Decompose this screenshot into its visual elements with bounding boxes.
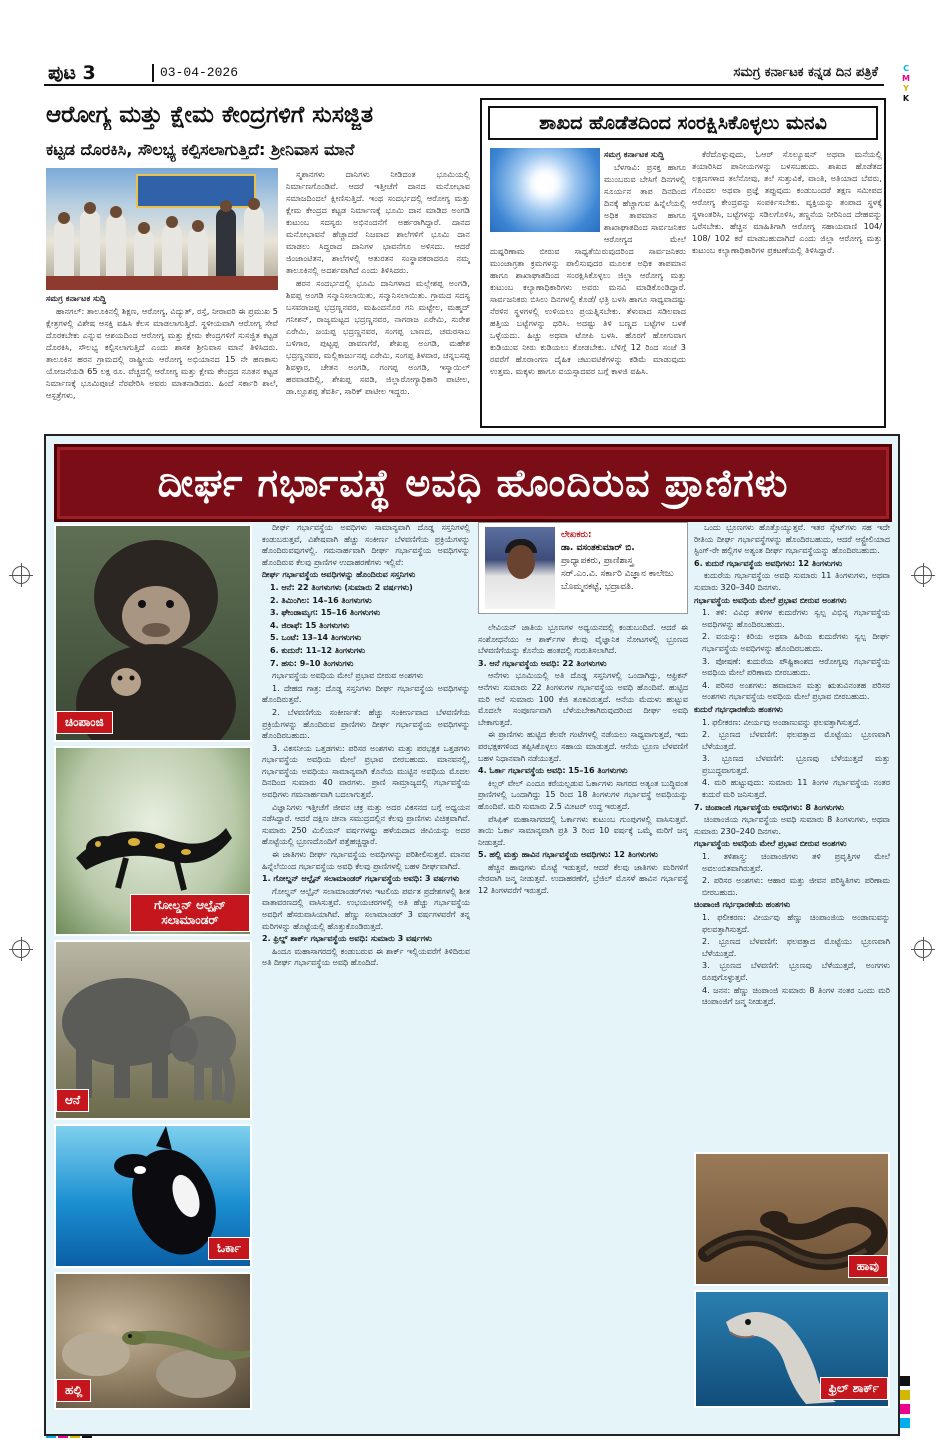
story2-dateline: ಸಮಗ್ರ ಕರ್ನಾಟಕ ಸುದ್ದಿ — [604, 149, 664, 159]
factor-2: 2. ಬೆಳವಣಿಗೆಯ ಸಂಕೀರ್ಣತೆ: ಹೆಚ್ಚು ಸಂಕೀರ್ಣವಾದ ಬೆಳವಣಿಗೆಯ ಪ್ರಕ್ರಿಯೆಗಳನ್ನು ಹೊಂದಿರುವ ಪ್ರಾಣಿಗಳು ದೀರ್ಘ ಗರ್ಭಾವಸ್ಥೆಯ ಅವಧಿಗಳನ್ನು ಹೊಂದಿರಬಹುದು. — [262, 707, 470, 741]
elephant-photo — [54, 940, 252, 1120]
section-elephant: 3. ಆನೆ ಗರ್ಭಾವಸ್ಥೆಯ ಅವಧಿ: 22 ತಿಂಗಳುಗಳು — [478, 658, 607, 668]
page-number: ಪುಟ 3 — [48, 62, 96, 84]
section-chimpanzee-text: ಚಿಂಪಾಂಜಿಯ ಗರ್ಭಾವಸ್ಥೆಯ ಅವಧಿ ಸುಮಾರು 8 ತಿಂಗಳುಗಳು, ಅಥವಾ ಸುಮಾರು 230–240 ದಿನಗಳು. — [694, 815, 890, 836]
snake-photo — [694, 1152, 890, 1286]
author-box — [478, 522, 688, 614]
cmyk-y: Y — [903, 84, 909, 93]
factor-3: 3. ವಿಕಸನೀಯ ಒತ್ತಡಗಳು: ಪರಿಸರ ಅಂಶಗಳು ಮತ್ತು ಪರಭಕ್ಷಕ ಒತ್ತಡಗಳು ಗರ್ಭಾವಸ್ಥೆಯ ಅವಧಿಯ ಮೇಲೆ ಪ್ರಭಾವ ಬೀರಬಹುದು. ಮಾನವನಲ್ಲಿ, ಗರ್ಭಾವಸ್ಥೆಯ ಅವಧಿಯು ಸಾಮಾನ್ಯವಾಗಿ ಕೊನೆಯ ಮುಟ್ಟಿನ ಅವಧಿಯ ಮೊದಲ ದಿನದಿಂದ ಸುಮಾರು 40 ವಾರಗಳು. ಪ್ರಾಣಿ ಸಾಮ್ರಾಜ್ಯದಲ್ಲಿ ಗರ್ಭಾವಸ್ಥೆಯ ಅವಧಿಗಳು ಗಮನಾರ್ಹವಾಗಿ ಬದಲಾಗುತ್ತವೆ. — [262, 743, 470, 800]
story1-column-2 — [286, 168, 470, 428]
author-name: ಡಾ. ವಸಂತಕುಮಾರ್ ಬಿ. — [561, 543, 635, 553]
chimpanzee-photo — [54, 524, 252, 742]
col2-paragraph-1: ಲೇವಿಯನ್ ಜಾತಿಯ ಭ್ರೂಣಗಳ ಅಧ್ಯಯನದಲ್ಲಿ ಕಂಡುಬಂದಿದೆ. ಆದರೆ ಈ ಸಂಶೋಧನೆಯು ಆ ಶಾರ್ಕ್‌ಗಳ ಕೆಲವು ವೈಜ್ಞಾನಿಕ ನೋಟಗಳಲ್ಲಿ ಭ್ರೂಣದ ಬೆಳವಣಿಗೆಯನ್ನು ಕೊನೆಯ ಹಂತದಲ್ಲಿ ಗುರುತಿಸಲಾಗಿದೆ. — [478, 623, 688, 656]
section-chimpanzee: 7. ಚಿಂಪಾಂಜಿ ಗರ್ಭಾವಸ್ಥೆಯ ಅವಧಿಗಳು: 8 ತಿಂಗಳುಗಳು — [694, 802, 844, 812]
cmyk-k: K — [902, 94, 910, 103]
mammal-item-3: 3. ಘೇಂಡಾಮೃಗ: 15–16 ತಿಂಗಳುಗಳು — [270, 608, 381, 618]
section-frilled-shark-text: ಹಿಂದೂ ಮಹಾಸಾಗರದಲ್ಲಿ ಕಂಡುಬರುವ ಈ ಶಾರ್ಕ್ ಇಲ್ಲಿಯವರೆಗೆ ತಿಳಿದಿರುವ ಅತಿ ದೀರ್ಘ ಗರ್ಭಾವಸ್ಥೆಯ ಅವಧಿ ಹೊಂದಿದೆ. — [262, 946, 470, 968]
newspaper-name: ಸಮಗ್ರ ಕರ್ನಾಟಕ ಕನ್ನಡ ದಿನ ಪತ್ರಿಕೆ — [733, 65, 878, 80]
feature-column-1 — [262, 522, 470, 1428]
lizard-photo — [54, 1272, 252, 1410]
story1-column-1 — [46, 292, 278, 428]
elephant-caption: ಆನೆ — [56, 1089, 89, 1112]
chimpanzee-illustration — [56, 526, 252, 742]
author-label: ಲೇಖಕರು: — [561, 530, 592, 540]
horse-stage-2: 2. ಭ್ರೂಣದ ಬೆಳವಣಿಗೆ: ಫಲವತ್ತಾದ ಮೊಟ್ಟೆಯು ಭ್ರೂಣವಾಗಿ ಬೆಳೆಯುತ್ತದೆ. — [702, 730, 890, 751]
horse-factor-3: 3. ಪೋಷಣೆ: ಕುದುರೆಯ ಪೌಷ್ಟಿಕಾಂಶದ ಆರೋಗ್ಯವು ಗರ್ಭಾವಸ್ಥೆಯ ಅವಧಿಯ ಮೇಲೆ ಪರಿಣಾಮ ಬೀರಬಹುದು. — [702, 656, 890, 678]
feature-column-3 — [694, 522, 890, 1146]
author-college: ಸರ್.ಎಂ.ವಿ. ಸರ್ಕಾರಿ ವಿಜ್ಞಾನ ಕಾಲೇಜು — [561, 569, 674, 579]
cmyk-c: C — [903, 64, 909, 73]
section-salamander: 1. ಗೋಲ್ಡನ್ ಆಲ್ಪೈನ್ ಸಲಾಮಾಂಡರ್ ಗರ್ಭಾವಸ್ಥೆಯ ಅವಧಿ: 3 ವರ್ಷಗಳು — [262, 874, 460, 884]
horse-factors-heading: ಗರ್ಭಾವಸ್ಥೆಯ ಅವಧಿಯ ಮೇಲೆ ಪ್ರಭಾವ ಬೀರುವ ಅಂಶಗಳು — [694, 595, 847, 605]
chimp-stage-3: 3. ಭ್ರೂಣದ ಬೆಳವಣಿಗೆ: ಭ್ರೂಣವು ಬೆಳೆಯುತ್ತದೆ, ಅಂಗಗಳು ರೂಪುಗೊಳ್ಳುತ್ತವೆ. — [702, 961, 890, 982]
mammals-list-title: ದೀರ್ಘ ಗರ್ಭಾವಸ್ಥೆಯ ಅವಧಿಗಳನ್ನು ಹೊಂದಿರುವ ಸಸ್ತನಿಗಳು — [262, 570, 416, 580]
registration-mark-left — [12, 566, 30, 584]
story2-headline: ಶಾಖದ ಹೊಡೆತದಿಂದ ಸಂರಕ್ಷಿಸಿಕೊಳ್ಳಲು ಮನವಿ — [488, 106, 878, 140]
col2-paragraph-4: ಈ ಪ್ರಾಣಿಗಳು ಹುಟ್ಟಿದ ಕೆಲವೇ ಗಂಟೆಗಳಲ್ಲಿ ನಡೆಯಲು ಸಾಧ್ಯವಾಗುತ್ತದೆ, ಇದು ಪರಭಕ್ಷಕಗಳಿಂದ ತಪ್ಪಿಸಿಕೊಳ್ಳಲು ಸಹಾಯ ಮಾಡುತ್ತದೆ. ಆನೆಯ ಭ್ರೂಣ ಬೆಳವಣಿಗೆ ಬಹಳ ನಿಧಾನವಾಗಿ ನಡೆಯುತ್ತದೆ. — [478, 730, 688, 763]
section-frilled-shark: 2. ಫ್ರಿಲ್ಡ್ ಶಾರ್ಕ್ ಗರ್ಭಾವಸ್ಥೆಯ ಅವಧಿ: ಸುಮಾರು 3 ವರ್ಷಗಳು — [262, 934, 432, 944]
horse-factor-4: 4. ಪರಿಸರ ಅಂಶಗಳು: ಹವಾಮಾನ ಮತ್ತು ಋತುವಿನಂತಹ ಪರಿಸರ ಅಂಶಗಳು ಗರ್ಭಾವಸ್ಥೆಯ ಅವಧಿಯ ಮೇಲೆ ಪ್ರಭಾವ ಬೀರಬಹುದು. — [702, 680, 890, 702]
col3-paragraph-1: ಒಂದು ಭ್ರೂಣಗಳು ಹೊತ್ತೊಯ್ಯುತ್ತವೆ. ಇತರ ಸ್ಕೇಟ್‌ಗಳು ಸಹ ಇದೇ ರೀತಿಯ ದೀರ್ಘ ಗರ್ಭಾವಸ್ಥೆಗಳನ್ನು ಹೊಂದಿರಬಹುದು, ಆದರೆ ಆಸ್ಟ್ರೇಲಿಯಾದ ಸ್ಟಿಂಗ್-ರೇ ಹಲ್ಲಿಗಳ ಅತ್ಯಂತ ದೀರ್ಘ ಗರ್ಭಾವಸ್ಥೆಯನ್ನು ಹೊಂದಿರಬಹುದು. — [694, 523, 890, 556]
section-horse-text: ಕುದುರೆಯ ಗರ್ಭಾವಸ್ಥೆಯ ಅವಧಿ ಸುಮಾರು 11 ತಿಂಗಳುಗಳು, ಅಥವಾ ಸುಮಾರು 320–340 ದಿನಗಳು. — [694, 571, 890, 592]
cmyk-marks-top — [902, 64, 910, 104]
registration-mark-right — [914, 566, 932, 584]
chimpanzee-caption: ಚಿಂಪಾಂಜಿ — [56, 711, 113, 734]
chimp-stage-2: 2. ಭ್ರೂಣದ ಬೆಳವಣಿಗೆ: ಫಲವತ್ತಾದ ಮೊಟ್ಟೆಯು ಭ್ರೂಣವಾಗಿ ಬೆಳೆಯುತ್ತದೆ. — [702, 937, 890, 958]
feature-column-2 — [478, 622, 688, 1428]
feature-intro: ದೀರ್ಘ ಗರ್ಭಾವಸ್ಥೆಯ ಅವಧಿಗಳು ಸಾಮಾನ್ಯವಾಗಿ ದೊಡ್ಡ ಸಸ್ತನಿಗಳಲ್ಲಿ ಕಂಡುಬರುತ್ತವೆ, ವಿಶೇಷವಾಗಿ ಹೆಚ್ಚು ಸಂಕೀರ್ಣ ಬೆಳವಣಿಗೆಯ ಪ್ರಕ್ರಿಯೆಗಳನ್ನು ಹೊಂದಿರುವವುಗಳಲ್ಲಿ. ಗಮನಾರ್ಹವಾಗಿ ದೀರ್ಘ ಗರ್ಭಾವಸ್ಥೆಯ ಅವಧಿಗಳನ್ನು ಹೊಂದಿರುವ ಕೆಲವು ಪ್ರಾಣಿಗಳ ಉದಾಹರಣೆಗಳು ಇಲ್ಲಿವೆ: — [262, 523, 470, 567]
page-header — [44, 62, 884, 86]
salamander-caption: ಗೋಲ್ಡನ್ ಆಲ್ಪೈನ್ ಸಲಾಮಾಂಡರ್ — [130, 894, 250, 932]
feature-headline-band — [54, 444, 892, 522]
feature-headline: ದೀರ್ಘ ಗರ್ಭಾವಸ್ಥೆ ಅವಧಿ ಹೊಂದಿರುವ ಪ್ರಾಣಿಗಳು — [157, 461, 789, 505]
mammal-item-1: 1. ಆನೆ: 22 ತಿಂಗಳುಗಳು (ಸುಮಾರು 2 ವರ್ಷಗಳು) — [270, 582, 413, 592]
story1-headline: ಆರೋಗ್ಯ ಮತ್ತು ಕ್ಷೇಮ ಕೇಂದ್ರಗಳಿಗೆ ಸುಸಜ್ಜಿತ — [46, 102, 374, 128]
author-photo — [485, 527, 555, 609]
story1-photo — [46, 168, 278, 290]
chimp-stages-heading: ಚಿಂಪಾಂಜಿ ಗರ್ಭಧಾರಣೆಯ ಹಂತಗಳು — [694, 900, 791, 910]
story1-body-3: ಹರನ ಸಂದರ್ಭದಲ್ಲಿ ಭೂಮಿ ದಾನಿಗಳಾದ ಮಲ್ಲೇಶಪ್ಪ ಅಂಗಡಿ, ಶಿವಪ್ಪ ಅಂಗಡಿ ಸನ್ಮಾನಿಸಲಾಯಿತು, ಸನ್ಮಾನಿಸಲಾಯಿತು. ಗ್ರಾಮದ ಸದಸ್ಯ ಬಸವರಾಜಪ್ಪ ಭದ್ರಣ್ಣನವರ, ಮಹಿಂದನೊರ ಗನಿ ಮಟ್ಟೇಲ, ಮಹ್ಮದ್ ಗನೀಶನ್, ರಾಜ್ಯಮಟ್ಟದ ಭದ್ರಣ್ಣನವರ, ನಾಗರಾಜ ಎರೇಮಿ, ಸುರೇಶ ಎರೇಮಿ, ಜಯಪ್ಪ ಭದ್ರಣ್ಣನವರ, ಸಂಗಪ್ಪ ಬಾಣದ, ಚಮರಸಾಬ ಬಳಿಗಾರ, ಪುಟ್ಟಪ್ಪ ಡಾವಣಗೆರೆ, ಶೇಖಪ್ಪ ಅಂಗಡಿ, ಮಹೇಶ ಭದ್ರಣ್ಣನವರ, ಮಲ್ಲಿಕಾರ್ಜುನಪ್ಪ ಎರೇಮಿ, ಸಂಗಪ್ಪ ತಿಳವಾರ, ಚನ್ನಬಸಪ್ಪ ಶಿವಳ್ಳಾರ, ಚೇತನ ಅಂಗಡಿ, ಗಂಗಪ್ಪ ಅಂಗಡಿ, ಇಸ್ಮಾಯಿಲ್ ಹರವಾಡದಿಲ್ಲಿ, ಶೇಖಪ್ಪ ಸವಡಿ, ಜಿಲ್ಲಾರೋಗ್ಯಾಧಿಕಾರಿ ಪಾಟೀಲ, ಡಾ.ಲ್ಪೂಶಪ್ಪ ತೆವರ್ತಿ, ಸಾರಿಕ್ ಪಾಟೀಲ ಇದ್ದರು. — [286, 278, 470, 396]
section-orca-text: ಕಿಲ್ಲರ್ ವೇಲ್ ಎಂದೂ ಕರೆಯಲ್ಪಡುವ ಓರ್ಕಾಗಳು ಸಾಗರದ ಅತ್ಯಂತ ಬುದ್ಧಿವಂತ ಪ್ರಾಣಿಗಳಲ್ಲಿ ಒಂದಾಗಿದ್ದು 15 ರಿಂದ 18 ತಿಂಗಳುಗಳ ಗರ್ಭಾವಸ್ಥೆ ಅವಧಿಯನ್ನು ಹೊಂದಿವೆ. ಮರಿ ಸುಮಾರು 2.5 ಮೀಟರ್ ಉದ್ದ ಇರುತ್ತದೆ. — [478, 778, 688, 811]
author-info — [561, 529, 685, 594]
section-elephant-text: ಆನೆಗಳು ಭೂಮಿಯಲ್ಲಿ ಅತಿ ದೊಡ್ಡ ಸಸ್ತನಿಗಳಲ್ಲಿ ಒಂದಾಗಿದ್ದು, ಆಫ್ರಿಕನ್ ಆನೆಗಳು ಸುಮಾರು 22 ತಿಂಗಳುಗಳ ಗರ್ಭಾವಸ್ಥೆಯ ಅವಧಿ ಹೊಂದಿವೆ. ಹುಟ್ಟಿದ ಮರಿ ಆನೆ ಸುಮಾರು 100 ಕೆಜಿ ತೂಕವಿರುತ್ತದೆ. ಆನೆಯ ಮೆದುಳು ಹುಟ್ಟುವ ಮೊದಲೇ ಸಂಪೂರ್ಣವಾಗಿ ಬೆಳೆಯಬೇಕಾಗಿರುವುದರಿಂದ ದೀರ್ಘ ಅವಧಿ ಬೇಕಾಗುತ್ತದೆ. — [478, 671, 688, 727]
photo-banner — [136, 174, 256, 208]
shark-caption: ಫ್ರಿಲ್ ಶಾರ್ಕ್ — [820, 1377, 888, 1400]
shark-photo — [694, 1290, 890, 1408]
snake-caption: ಹಾವು — [848, 1255, 888, 1278]
mammal-item-6: 6. ಕುದುರೆ: 11–12 ತಿಂಗಳುಗಳು — [270, 645, 366, 655]
section-reptiles: 5. ಹಲ್ಲಿ ಮತ್ತು ಹಾವಿನ ಗರ್ಭಾವಸ್ಥೆಯ ಅವಧಿಗಳು: 12 ತಿಂಗಳುಗಳು — [478, 850, 658, 860]
mammal-item-4: 4. ಜಿರಾಫೆ: 15 ತಿಂಗಳುಗಳು — [270, 620, 350, 630]
registration-mark-right-2 — [914, 940, 932, 958]
section-reptiles-text: ಹೆಚ್ಚಿನ ಹಾವುಗಳು ಮೊಟ್ಟೆ ಇಡುತ್ತವೆ, ಆದರೆ ಕೆಲವು ಜಾತಿಗಳು ಮರಿಗಳಿಗೆ ನೇರವಾಗಿ ಜನ್ಮ ನೀಡುತ್ತವೆ. ಉದಾಹರಣೆಗೆ, ಬ್ರೆಜಿಲ್ ಮೊಸಳೆ ಹಾವಿನ ಗರ್ಭಾವಸ್ಥೆ 12 ತಿಂಗಳವರೆಗೆ ಇರುತ್ತದೆ. — [478, 862, 688, 896]
cmyk-y-box — [900, 1390, 910, 1400]
story2-column-2 — [692, 148, 882, 422]
chimp-stage-4: 4. ಜನನ: ಹೆಣ್ಣು ಚಿಂಪಾಂಜಿ ಸುಮಾರು 8 ತಿಂಗಳ ನಂತರ ಒಂದು ಮರಿ ಚಿಂಪಾಂಜಿಗೆ ಜನ್ಮ ನೀಡುತ್ತದೆ. — [702, 985, 890, 1007]
section-horse: 6. ಕುದುರೆ ಗರ್ಭಾವಸ್ಥೆಯ ಅವಧಿಗಳು: 12 ತಿಂಗಳುಗಳು — [694, 558, 843, 568]
issue-date: 03-04-2026 — [160, 65, 239, 80]
chimp-factor-1: 1. ತಳಿಶಾಸ್ತ್ರ: ಚಿಂಪಾಂಜಿಗಳು ತಳಿ ಪ್ರವೃತ್ತಿಗಳ ಮೇಲೆ ಅವಲಂಬಿತವಾಗಿರುತ್ತವೆ. — [702, 852, 890, 873]
cmyk-m-box — [900, 1404, 910, 1414]
cmyk-m: M — [902, 74, 910, 83]
chimp-factors-heading: ಗರ್ಭಾವಸ್ಥೆಯ ಅವಧಿಯ ಮೇಲೆ ಪ್ರಭಾವ ಬೀರುವ ಅಂಶಗಳು — [694, 839, 847, 849]
mammal-item-7: 7. ಹಸು: 9–10 ತಿಂಗಳುಗಳು — [270, 658, 354, 668]
horse-stages-heading: ಕುದುರೆ ಗರ್ಭಧಾರಣೆಯ ಹಂತಗಳು — [694, 704, 783, 714]
col2-paragraph-5: ಪೆಸಿಫಿಕ್ ಮಹಾಸಾಗರದಲ್ಲಿ ಓರ್ಕಾಗಳು ಕುಟುಂಬ ಗುಂಪುಗಳಲ್ಲಿ ವಾಸಿಸುತ್ತವೆ. ತಾಯಿ ಓರ್ಕಾ ಸಾಮಾನ್ಯವಾಗಿ ಪ್ರತಿ 3 ರಿಂದ 10 ವರ್ಷಕ್ಕೆ ಒಮ್ಮೆ ಮರಿಗೆ ಜನ್ಮ ನೀಡುತ್ತದೆ. — [478, 814, 688, 847]
story2-body-1: ಬೆಳಗಾವಿ: ಪ್ರಸಕ್ತ ಹಾಗೂ ಮುಂಬರುವ ಬೇಸಿಗೆ ದಿನಗಳಲ್ಲಿ ಸೂರ್ಯನ ತಾಪ ದಿನದಿಂದ ದಿನಕ್ಕೆ ಹೆಚ್ಚಾಗುವ ಹಿನ್ನೆಲೆಯಲ್ಲಿ ಅಧಿಕ ತಾಪಮಾನ ಹಾಗೂ ಶಾಖಾಘಾತದಿಂದ ಸಾರ್ವಜನಿಕರ ಆರೋಗ್ಯದ ಮೇಲೆ ದುಷ್ಪರಿಣಾಮ ಬೀರುವ ಸಾಧ್ಯತೆಯಿರುವುದರಿಂದ ಸಾರ್ವಜನಿಕರು ಮುಂಜಾಗ್ರತಾ ಕ್ರಮಗಳನ್ನು ಪಾಲಿಸುವುದರ ಮೂಲಕ ಅಧಿಕ ತಾಪಮಾನ ಹಾಗೂ ಶಾಖಾಘಾತದಿಂದ ಸಂರಕ್ಷಿಸಿಕೊಳ್ಳಲು ಜಿಲ್ಲಾ ಆರೋಗ್ಯ ಮತ್ತು ಕುಟುಂಬ ಕಲ್ಯಾಣಾಧಿಕಾರಿಗಳು ಅವರು ಮನವಿ ಮಾಡಿಕೊಂಡಿದ್ದಾರೆ. ಸಾರ್ವಜನಿಕರು ಬಿಸಿಲು ದಿನಗಳಲ್ಲಿ ಕೊಡೆ/ ಛತ್ರಿ ಬಳಸಿ ಹಾಗೂ ಸಾಧ್ಯವಾದಷ್ಟು ನೆರಳಿನ ಸ್ಥಳಗಳಲ್ಲಿ ಉಳಿಯಲು ಪ್ರಯತ್ನಿಸಬೇಕು. ತೆಳುವಾದ ಸಡಿಲವಾದ ಹತ್ತಿಯ ಬಟ್ಟೆಗಳನ್ನು ಧರಿಸಿ. ಅದಷ್ಟು ತಿಳಿ ಬಣ್ಣದ ಬಟ್ಟೆಗಳ ಬಳಕೆ ಒಳ್ಳೆಯದು. ಹಿಚ್ಚು ಅಥವಾ ಟೋಪಿ ಬಳಸಿ. ಹೊರಗೆ ಹೋಗುವಾಗ ಕುಡಿಯುವ ನೀರು ಕುಡಿಯಲು ಕೋಡಬೇಕು. ಬೆಳಿಗ್ಗೆ 12 ರಿಂದ ಸಂಜೆ 3 ರವರೆಗೆ ಹೊರಾಂಗಣ ದೈಹಿಕ ಚಟುವಟಿಕೆಗಳನ್ನು ಕಡಿಮೆ ಮಾಡುವುದು ಉತ್ತಮ. ಮಕ್ಕಳು ಹಾಗೂ ವಯಸ್ಸಾದವರ ಬಗ್ಗೆ ಕಾಳಜಿ ವಹಿಸಿ. — [490, 162, 686, 376]
mammal-item-5: 5. ಒಂಟೆ: 13–14 ತಿಂಗಳುಗಳು — [270, 633, 362, 643]
chimp-factor-2: 2. ಪರಿಸರ ಅಂಶಗಳು: ಆಹಾರ ಮತ್ತು ಜೀವನ ಪರಿಸ್ಥಿತಿಗಳು ಪರಿಣಾಮ ಬೀರಬಹುದು. — [702, 876, 890, 897]
lizard-caption: ಹಲ್ಲಿ — [56, 1379, 91, 1402]
mammal-item-2: 2. ತಿಮಿಂಗಿಲ: 14–16 ತಿಂಗಳುಗಳು — [270, 595, 372, 605]
author-place: ಬೊಮ್ಮನಕಟ್ಟೆ, ಭದ್ರಾವತಿ. — [561, 582, 634, 592]
orca-photo — [54, 1124, 252, 1268]
story2-box — [480, 98, 886, 428]
chimp-stage-1: 1. ಫಲೀಕರಣ: ವೀರ್ಯವು ಹೆಣ್ಣು ಚಿಂಪಾಂಜಿಯ ಅಂಡಾಣುವನ್ನು ಫಲವತ್ತಾಗಿಸುತ್ತದೆ. — [702, 913, 890, 934]
feature-paragraph-3: ಈ ಜಾತಿಗಳು ದೀರ್ಘ ಗರ್ಭಾವಸ್ಥೆಯ ಅವಧಿಗಳನ್ನು ಪರಿಶೀಲಿಸುತ್ತವೆ. ಮಾನವ ಹಿನ್ನೆಲೆಯಿಂದ ಗರ್ಭಾವಸ್ಥೆಯ ಅವಧಿ ಕೆಲವು ಪ್ರಾಣಿಗಳಲ್ಲಿ ಬಹಳ ದೀರ್ಘವಾಗಿದೆ. — [262, 850, 470, 871]
cmyk-k-box — [900, 1376, 910, 1386]
factors-heading: ಗರ್ಭಾವಸ್ಥೆಯ ಅವಧಿಯ ಮೇಲೆ ಪ್ರಭಾವ ಬೀರುವ ಅಂಶಗಳು — [272, 671, 424, 681]
story1-dateline: ಸಮಗ್ರ ಕರ್ನಾಟಕ ಸುದ್ದಿ — [46, 293, 106, 303]
horse-factor-2: 2. ವಯಸ್ಸು: ಕಿರಿಯ ಅಥವಾ ಹಿರಿಯ ಕುದುರೆಗಳು ಸ್ವಲ್ಪ ದೀರ್ಘ ಗರ್ಭಾವಸ್ಥೆಯ ಅವಧಿಗಳನ್ನು ಹೊಂದಿರಬಹುದು. — [702, 632, 890, 653]
cmyk-c-box — [900, 1418, 910, 1428]
story2-column-1 — [490, 148, 686, 422]
section-orca: 4. ಓರ್ಕಾ ಗರ್ಭಾವಸ್ಥೆಯ ಅವಧಿ: 15–16 ತಿಂಗಳುಗಳು — [478, 766, 628, 776]
story1-subheadline: ಕಟ್ಟಡ ದೊರಕಿಸಿ, ಸೌಲಭ್ಯ ಕಲ್ಪಿಸಲಾಗುತ್ತಿದೆ: ಶ್ರೀನಿವಾಸ ಮಾನೆ — [46, 140, 355, 159]
horse-factor-1: 1. ತಳಿ: ವಿವಿಧ ತಳಿಗಳ ಕುದುರೆಗಳು ಸ್ವಲ್ಪ ವಿಭಿನ್ನ ಗರ್ಭಾವಸ್ಥೆಯ ಅವಧಿಗಳನ್ನು ಹೊಂದಿರಬಹುದು. — [702, 608, 890, 629]
horse-stage-1: 1. ಫಲೀಕರಣ: ವೀರ್ಯವು ಅಂಡಾಣುವನ್ನು ಫಲವತ್ತಾಗಿಸುತ್ತದೆ. — [702, 717, 861, 727]
feature-paragraph-2: ವಿಜ್ಞಾನಿಗಳು ಇತ್ತೀಚೆಗೆ ಜೀವನ ಚಕ್ರ ಮತ್ತು ಅದರ ವಿಕಸನದ ಬಗ್ಗೆ ಅಧ್ಯಯನ ನಡೆಸಿದ್ದಾರೆ. ಆದರೆ ದಕ್ಷಿಣ ಚೀನಾ ಸಮುದ್ರದಲ್ಲಿನ ಕೆಲವು ಪ್ರಾಣಿಗಳು ವಿಚಿತ್ರವಾಗಿವೆ. ಸುಮಾರು 250 ಮಿಲಿಯನ್ ವರ್ಷಗಳಷ್ಟು ಹಳೆಯದಾದ ಜೀವಿಯನ್ನು ಅದರ ಹೊಟ್ಟೆಯಲ್ಲಿ ಭ್ರೂಣದೊಂದಿಗೆ ಪತ್ತೆಹಚ್ಚಿದ್ದಾರೆ. — [262, 802, 470, 847]
orca-caption: ಓರ್ಕಾ — [208, 1237, 250, 1260]
registration-mark-left-2 — [12, 940, 30, 958]
salamander-photo — [54, 746, 252, 936]
factor-1: 1. ದೇಹದ ಗಾತ್ರ: ದೊಡ್ಡ ಸಸ್ತನಿಗಳು ದೀರ್ಘ ಗರ್ಭಾವಸ್ಥೆಯ ಅವಧಿಗಳನ್ನು ಹೊಂದಿರುತ್ತವೆ. — [262, 683, 470, 705]
story1-body-1: ಹಾನಗಲ್: ತಾಲೂಕಿನಲ್ಲಿ ಶಿಕ್ಷಣ, ಆರೋಗ್ಯ, ವಿದ್ಯುತ್, ರಸ್ತೆ, ನೀರಾವರಿ ಈ ಪ್ರಮುಖ 5 ಕ್ಷೇತ್ರಗಳಲ್ಲಿ ವಿಶೇಷ ಆಸಕ್ತಿ ವಹಿಸಿ ಕೆಲಸ ಮಾಡಲಾಗುತ್ತಿದೆ. ಸ್ಥಳೀಯವಾಗಿ ಆರೋಗ್ಯ ಸೇವೆ ದೊರಕಬೇಕು ಎನ್ನುವ ಆಶಯದಿಂದ ಆರೋಗ್ಯ ಮತ್ತು ಕ್ಷೇಮ ಕೇಂದ್ರಗಳಿಗೆ ಸುಸಜ್ಜಿತ ಕಟ್ಟಡ ದೊರಕಿಸಿ, ಸೌಲಭ್ಯ ಕಲ್ಪಿಸಲಾಗುತ್ತಿದೆ ಎಂದು ಶಾಸಕ ಶ್ರೀನಿವಾಸ ಮಾನೆ ತಿಳಿಸಿದರು. ತಾಲೂಕಿನ ಹರನ ಗ್ರಾಮದಲ್ಲಿ ರಾಷ್ಟ್ರೀಯ ಆರೋಗ್ಯ ಅಭಿಯಾನದ 15 ನೇ ಹಣಕಾಸು ಯೋಜನೆಯಡಿ 65 ಲಕ್ಷ ರೂ. ವೆಚ್ಚದಲ್ಲಿ ಆರೋಗ್ಯ ಮತ್ತು ಕ್ಷೇಮ ಕೇಂದ್ರದ ನೂತನ ಕಟ್ಟಡ ನಿರ್ಮಾಣಕ್ಕೆ ಭೂಮಿಪೂಜೆ ನೆರವೇರಿಸಿ ಅವರು ಮಾತನಾಡಿದರು. ಹಿಂದೆ ಸರ್ಕಾರಿ ಶಾಲೆ, ಆಸ್ಪತ್ರೆಗಳು, — [46, 306, 278, 400]
header-divider — [152, 64, 154, 82]
author-role: ಪ್ರಾಧ್ಯಾಪಕರು, ಪ್ರಾಣಿಶಾಸ್ತ್ರ — [561, 556, 634, 566]
story1-body-2: ಸ್ಮಶಾನಗಳು ದಾನಿಗಳು ನೀಡಿದಂತ ಭೂಮಿಯಲ್ಲಿ ನಿರ್ಮಾಣಗೊಂಡಿವೆ. ಆದರೆ ಇತ್ತೀಚೆಗೆ ದಾನದ ಮನೋಭಾವ ಸಮಾಜದಿಂದಲೆ ಕ್ಷೀಣಿಸುತ್ತಿದೆ. ಇಂಥ ಸಂದರ್ಭದಲ್ಲಿ ಆರೋಗ್ಯ ಮತ್ತು ಕ್ಷೇಮ ಕೇಂದ್ರದ ಕಟ್ಟಡ ನಿರ್ಮಾಣಕ್ಕೆ ಭೂಮಿ ದಾನ ಮಾಡಿದ ಅಂಗಡಿ ಕುಟುಂಬ ಸದಸ್ಯರು ಅಭಿನಂದನೆಗೆ ಅರ್ಹರಾಗಿದ್ದಾರೆ. ದಾನದ ಮನೋಭಾವನೆ ಹೆಚ್ಚಾದರೆ ನಿಜವಾದ ಶಾಲೆಗಳಿಗೆ ಭೂಮಿ ದಾನ ಮಾಡಲು ಸಿದ್ಧರಾದ ದಾನಿಗಳ ಭಾವನೆಗೂ ಅಳಿಸದು. ಆದರೆ ಜಿಂಜಾಂಟಿತನ, ಶಾಲೆಗಳಲ್ಲಿ ಆತುರತನ ಸಂಸ್ಥಾಪಕರಾದರೂ ನಮ್ಮ ತಾಲೂಕಿನಲ್ಲಿ ಅದರ್ಶವಾಗಿದೆ ಎಂದು ತಿಳಿಸಿದರು. — [286, 169, 470, 275]
story2-body-2: ಕೆರೆದೊಳ್ಳುವುದು, ಓಆರ್ ಸೊಲ್ಯೂಷನ್ ಅಥವಾ ಮನೆಯಲ್ಲಿ ತಯಾರಿಸಿದ ಪಾನೀಯಗಳನ್ನು ಬಳಸಬಹುದು. ಶಾಖದ ಹೊಡೆತದ ಲಕ್ಷಣಗಳಾದ ತಲೆನೋವು, ತಲೆ ಸುತ್ತುವಿಕೆ, ವಾಂತಿ, ಅತಿಯಾದ ಬೆವರು, ಗೊಂದಲ ಅಥವಾ ಪ್ರಜ್ಞೆ ತಪ್ಪುವುದು ಕಂಡುಬಂದರೆ ತಕ್ಷಣ ಸಮೀಪದ ಆರೋಗ್ಯ ಕೇಂದ್ರವನ್ನು ಸಂಪರ್ಕಿಸಬೇಕು. ವ್ಯಕ್ತಿಯನ್ನು ತಂಪಾದ ಸ್ಥಳಕ್ಕೆ ಸ್ಥಳಾಂತರಿಸಿ, ಬಟ್ಟೆಗಳನ್ನು ಸಡಿಲಗೊಳಿಸಿ, ತಣ್ಣನೆಯ ನೀರಿನಿಂದ ದೇಹವನ್ನು ಒರೆಸಬೇಕು. ಹೆಚ್ಚಿನ ಮಾಹಿತಿಗಾಗಿ ಆರೋಗ್ಯ ಸಹಾಯವಾಣಿ 104/ 108/ 102 ಕರೆ ಮಾಡಬಹುದಾಗಿದೆ ಎಂದು ಜಿಲ್ಲಾ ಆರೋಗ್ಯ ಮತ್ತು ಕುಟುಂಬ ಕಲ್ಯಾಣಾಧಿಕಾರಿಗಳ ಪ್ರಕಟಣೆಯಲ್ಲಿ ತಿಳಿಸಿದ್ದಾರೆ. — [692, 149, 882, 255]
section-salamander-text: ಗೋಲ್ಡನ್ ಆಲ್ಪೈನ್ ಸಲಾಮಾಂಡರ್‌ಗಳು ಇಟಲಿಯ ಪರ್ವತ ಪ್ರದೇಶಗಳಲ್ಲಿ ಶೀತ ವಾತಾವರಣದಲ್ಲಿ ವಾಸಿಸುತ್ತವೆ. ಉಭಯಚರಗಳಲ್ಲಿ ಅತಿ ಹೆಚ್ಚು ಗರ್ಭಾವಸ್ಥೆಯ ಅವಧಿಗೆ ಹೆಸರುವಾಸಿಯಾಗಿವೆ. ಹೆಣ್ಣು ಸಲಾಮಾಂಡರ್ 3 ವರ್ಷಗಳವರೆಗೆ ತನ್ನ ಮರಿಗಳನ್ನು ಹೊಟ್ಟೆಯಲ್ಲಿ ಹೊತ್ತುಕೊಂಡಿರುತ್ತದೆ. — [262, 886, 470, 931]
horse-stage-4: 4. ಮರಿ ಹುಟ್ಟುವುದು: ಸುಮಾರು 11 ತಿಂಗಳ ಗರ್ಭಾವಸ್ಥೆಯ ನಂತರ ಕುದುರೆ ಮರಿ ಜನಿಸುತ್ತದೆ. — [702, 778, 890, 800]
horse-stage-3: 3. ಭ್ರೂಣದ ಬೆಳವಣಿಗೆ: ಭ್ರೂಣವು ಬೆಳೆಯುತ್ತದೆ ಮತ್ತು ಪ್ರಬುದ್ಧವಾಗುತ್ತದೆ. — [702, 754, 890, 775]
